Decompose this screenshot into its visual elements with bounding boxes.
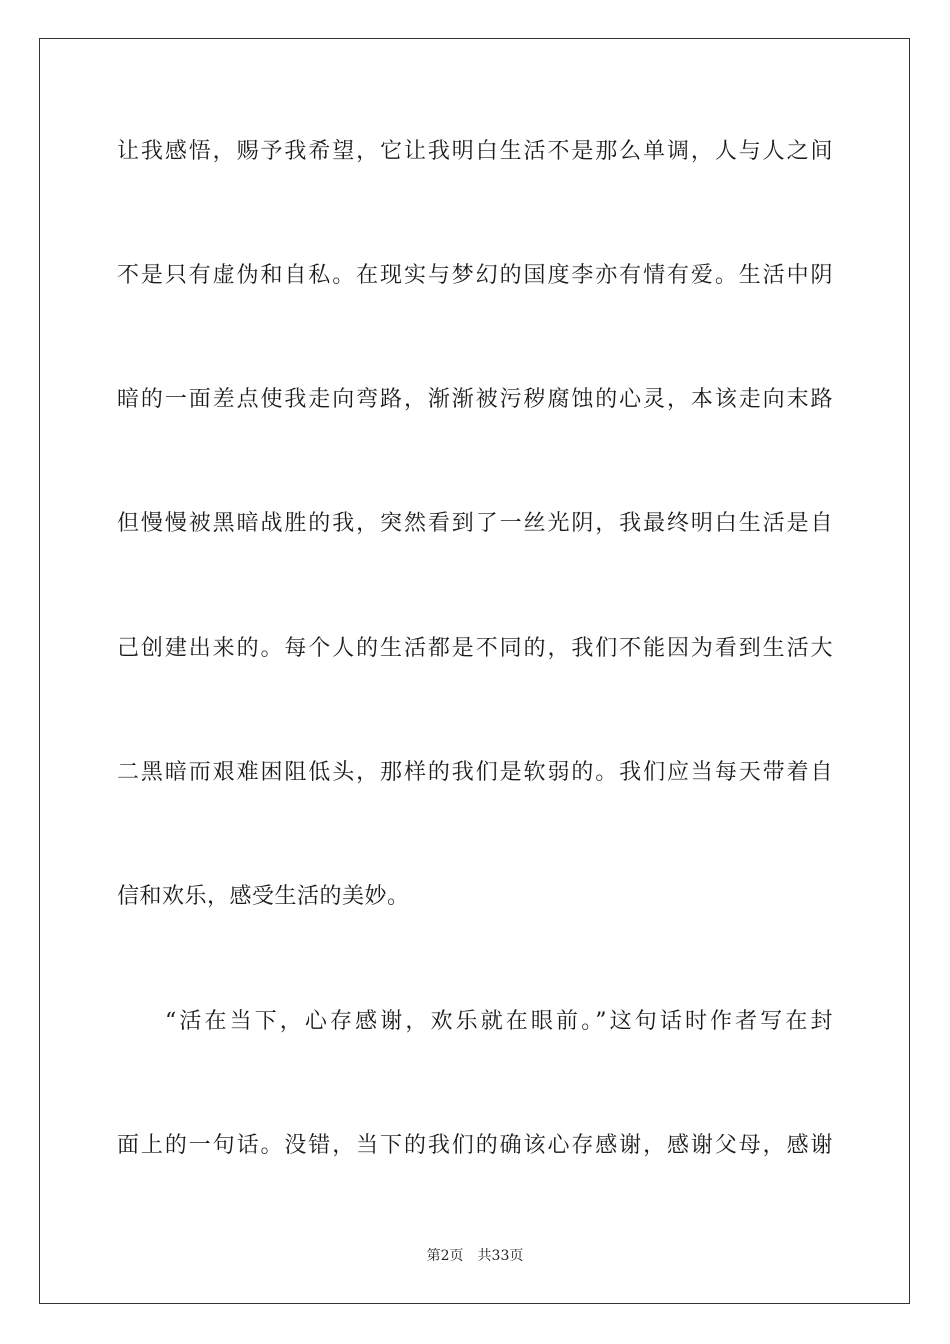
text-line: 暗的一面差点使我走向弯路，渐渐被污秽腐蚀的心灵，本该走向末路 [117,387,833,412]
page-border [39,38,910,1304]
text-line: 不是只有虚伪和自私。在现实与梦幻的国度李亦有情有爱。生活中阴 [117,263,833,288]
text-line: 二黑暗而艰难困阻低头，那样的我们是软弱的。我们应当每天带着自 [117,760,833,785]
text-line: 信和欢乐，感受生活的美妙。 [117,884,410,909]
page-footer [0,1247,950,1265]
text-line: 让我感悟，赐予我希望，它让我明白生活不是那么单调，人与人之间 [117,139,833,164]
text-line: 但慢慢被黑暗战胜的我，突然看到了一丝光阴，我最终明白生活是自 [117,511,833,536]
text-line: 己创建出来的。每个人的生活都是不同的，我们不能因为看到生活大 [117,636,833,661]
text-line: 面上的一句话。没错，当下的我们的确该心存感谢，感谢父母，感谢 [117,1133,833,1158]
page-total: 共33页 [477,1248,524,1264]
text-line: “活在当下，心存感谢，欢乐就在眼前。”这句话时作者写在封 [165,1009,833,1034]
page-number: 第2页 [426,1248,464,1264]
